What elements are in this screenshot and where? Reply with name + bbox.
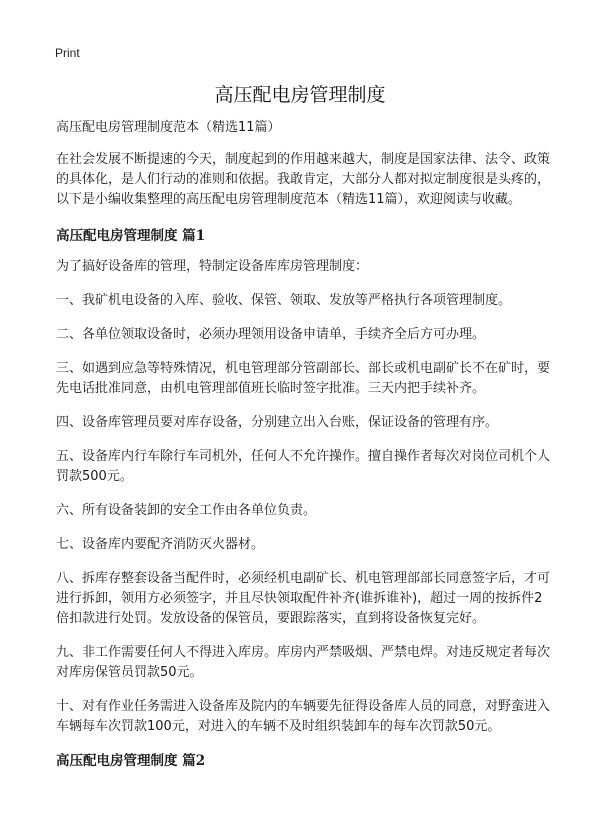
- paragraph: 为了搞好设备库的管理，特制定设备库库房管理制度：: [56, 259, 369, 274]
- paragraph: 七、设备库内要配齐消防灭火器材。: [56, 537, 265, 552]
- paragraph: 四、设备库管理员要对库存设备，分别建立出入台账，保证设备的管理有序。: [56, 415, 499, 430]
- section-heading: 高压配电房管理制度 篇1: [56, 228, 206, 244]
- document-body: [56, 118, 552, 782]
- page-title: 高压配电房管理制度: [214, 84, 386, 106]
- paragraph: 八、拆库存整套设备当配件时，必须经机电副矿长、机电管理部部长同意签字后，才可进行拆卸，领用方必须签字，并且尽快领取配件补齐(谁拆谁补)，超过一周的按拆件2倍扣款进行处罚。发放设备的保管员，要跟踪落实，直到将设备恢复完好。: [56, 571, 551, 626]
- paragraph: 九、非工作需要任何人不得进入库房。库房内严禁吸烟、严禁电焊。对违反规定者每次对库房保管员罚款50元。: [56, 645, 551, 680]
- document-subtitle: 高压配电房管理制度范本（精选11篇）: [56, 120, 281, 135]
- paragraph: 十、对有作业任务需进入设备库及院内的车辆要先征得设备库人员的同意，对野蛮进入车辆每车次罚款100元，对进入的车辆不及时组织装卸车的每车次罚款50元。: [56, 699, 551, 734]
- paragraph: 六、所有设备装卸的安全工作由各单位负责。: [56, 503, 317, 518]
- paragraph: 一、我矿机电设备的入库、验收、保管、领取、发放等严格执行各项管理制度。: [56, 293, 512, 308]
- print-link[interactable]: Print: [55, 46, 80, 60]
- paragraph: 二、各单位领取设备时，必须办理领用设备申请单，手续齐全后方可办理。: [56, 327, 486, 342]
- section-heading: 高压配电房管理制度 篇2: [56, 753, 206, 769]
- paragraph: 五、设备库内行车除行车司机外，任何人不允许操作。擅自操作者每次对岗位司机个人罚款500元。: [56, 449, 551, 484]
- intro-paragraph: 在社会发展不断提速的今天，制度起到的作用越来越大，制度是国家法律、法令、政策的具体化，是人们行动的准则和依据。我敢肯定，大部分人都对拟定制度很是头疼的，以下是小编收集整理的高压配电房管理制度范本（精选11篇），欢迎阅读与收藏。: [56, 152, 551, 207]
- paragraph: 三、如遇到应急等特殊情况，机电管理部分管副部长、部长或机电副矿长不在矿时，要先电话批准同意，由机电管理部值班长临时签字批准。三天内把手续补齐。: [56, 361, 551, 396]
